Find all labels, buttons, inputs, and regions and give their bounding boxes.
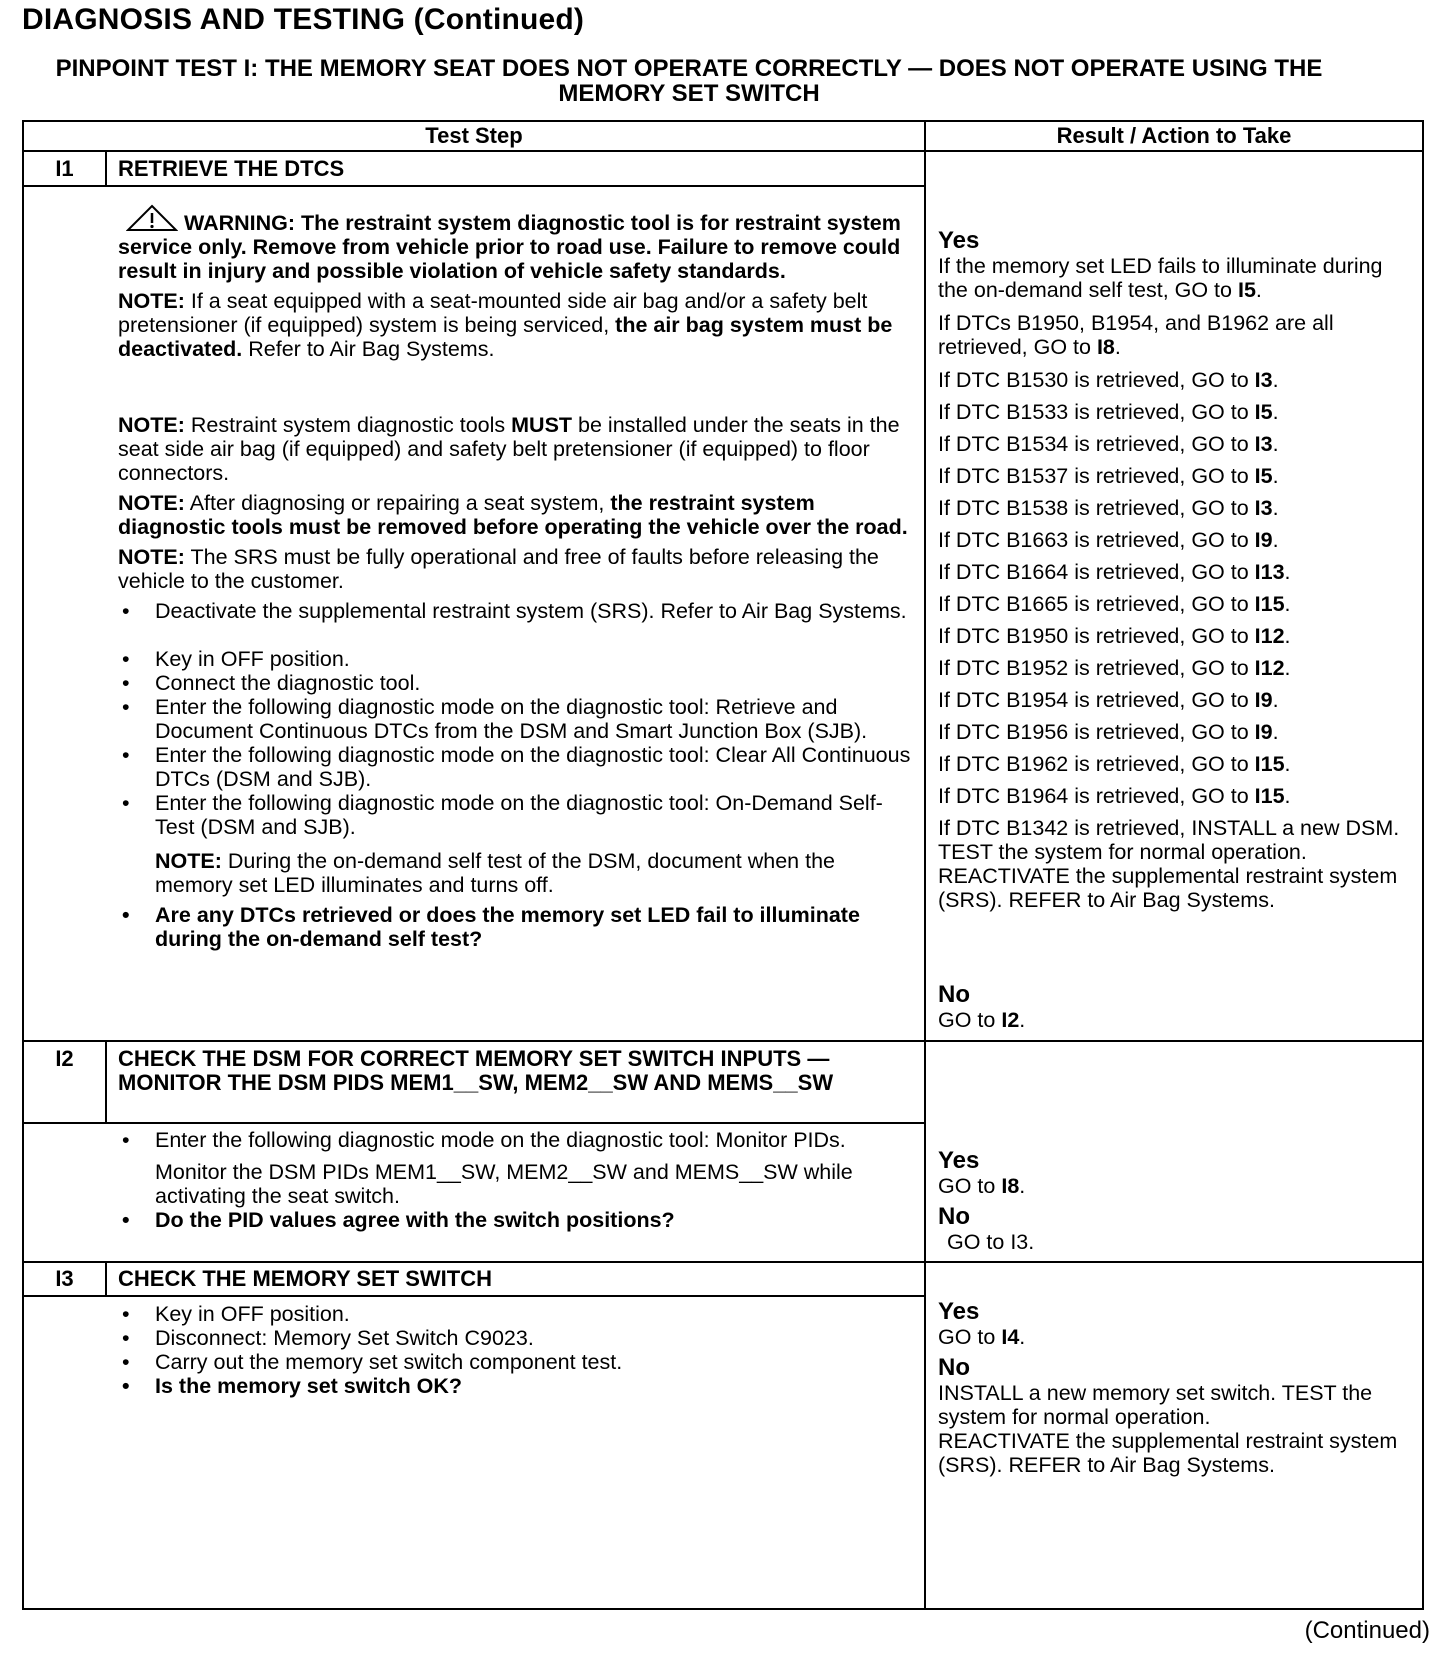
dtc-result-line: If DTC B1956 is retrieved, GO to I9. [938, 720, 1279, 744]
result-text: If DTC B1962 is retrieved, GO to [938, 752, 1249, 776]
note-text: Restraint system diagnostic tools [190, 413, 506, 437]
result-text: If DTC B1534 is retrieved, GO to [938, 432, 1249, 456]
result-text: If DTC B1664 is retrieved, GO to [938, 560, 1249, 584]
note-text: After diagnosing or repairing a seat system, [189, 491, 605, 515]
note-on-demand [118, 849, 918, 897]
dtc-result-line: If DTC B1964 is retrieved, GO to I15. [938, 784, 1291, 808]
result-yes-label: Yes [938, 1298, 980, 1325]
dtc-result-line: If DTC B1665 is retrieved, GO to I15. [938, 592, 1291, 616]
result-no-text: GO to I3. [947, 1230, 1035, 1254]
goto-step: I15 [1254, 784, 1285, 808]
result-no-reactivate: REACTIVATE the supplemental restraint system (SRS). REFER to Air Bag Systems. [938, 1429, 1398, 1477]
goto-step: I12 [1254, 624, 1285, 648]
list-item: • Enter the following diagnostic mode on the diagnostic tool: On-Demand Self-Test (DSM and SJB). [118, 791, 918, 839]
dtc-result-line: If DTC B1664 is retrieved, GO to I13. [938, 560, 1291, 584]
note-text: be installed under the seats in the seat side air bag (if equipped) and safety belt pretensioner (if equipped) to floor connectors. [118, 413, 900, 485]
result-no-text: INSTALL a new memory set switch. TEST the system for normal operation. [938, 1381, 1373, 1429]
header-result-action: Result / Action to Take [1056, 123, 1292, 148]
result-text: GO to [938, 1325, 996, 1349]
i2-question [118, 1208, 918, 1232]
goto-step: I5 [1254, 464, 1273, 488]
warning-paragraph [118, 204, 918, 283]
result-reactivate: REACTIVATE the supplemental restraint system (SRS). REFER to Air Bag Systems. [938, 864, 1398, 912]
step-number-divider-i2 [105, 1042, 107, 1122]
dtc-result-line: If DTC B1530 is retrieved, GO to I3. [938, 368, 1279, 392]
result-text: If DTC B1964 is retrieved, GO to [938, 784, 1249, 808]
step-title-i1: RETRIEVE THE DTCS [118, 156, 345, 181]
dtc-result-line: If DTC B1537 is retrieved, GO to I5. [938, 464, 1279, 488]
header-test-step: Test Step [425, 123, 523, 148]
result-b1342: If DTC B1342 is retrieved, INSTALL a new DSM. TEST the system for normal operation. [938, 816, 1400, 864]
warning-text: WARNING: The restraint system diagnostic tool is for restraint system service only. Remove from vehicle prior to road use. Failure to remove could result in injury and possible violation of vehicle safety standards. [118, 211, 901, 283]
result-text: If DTCs B1950, B1954, and B1962 are all retrieved, GO to [938, 311, 1334, 359]
goto-step: I9 [1254, 688, 1273, 712]
result-text: If DTC B1537 is retrieved, GO to [938, 464, 1249, 488]
list-item: • Key in OFF position. [118, 647, 918, 671]
i1-question [118, 903, 918, 951]
note-label: NOTE: [118, 545, 185, 569]
result-text: If the memory set LED fails to illuminate during the on-demand self test, GO to [938, 254, 1383, 302]
goto-step: I3 [1254, 432, 1273, 456]
result-led-fail: If the memory set LED fails to illuminate during the on-demand self test, GO to I5. [938, 254, 1383, 302]
dtc-result-line: If DTC B1952 is retrieved, GO to I12. [938, 656, 1291, 680]
note-seat-airbag [118, 289, 918, 361]
dtc-result-line: If DTC B1534 is retrieved, GO to I3. [938, 432, 1279, 456]
dtc-result-line: If DTC B1663 is retrieved, GO to I9. [938, 528, 1279, 552]
note-emphasis: the restraint system diagnostic tools must be removed before operating the vehicle over the road. [118, 491, 908, 539]
goto-step: I9 [1254, 528, 1273, 552]
goto-step: I13 [1254, 560, 1285, 584]
note-label: NOTE: [155, 849, 222, 873]
continued-label: (Continued) [1304, 1617, 1430, 1644]
step-question-i1: • Are any DTCs retrieved or does the memory set LED fail to illuminate during the on-demand self test? [118, 903, 918, 951]
step-number-i1: I1 [55, 156, 74, 181]
result-yes-text: GO to I4. [938, 1325, 1026, 1349]
goto-step: I15 [1254, 592, 1285, 616]
result-text: If DTC B1665 is retrieved, GO to [938, 592, 1249, 616]
dtc-result-line: If DTC B1950 is retrieved, GO to I12. [938, 624, 1291, 648]
step-number-divider-i3 [105, 1263, 107, 1296]
i2-title-rule [24, 1122, 924, 1124]
goto-step: I3 [1254, 368, 1273, 392]
i3-bullets [118, 1302, 918, 1398]
i2-monitor-paragraph: Monitor the DSM PIDs MEM1__SW, MEM2__SW and MEMS__SW while activating the seat switch. [155, 1160, 853, 1208]
note-label: NOTE: [118, 491, 185, 515]
dtc-result-line: If DTC B1538 is retrieved, GO to I3. [938, 496, 1279, 520]
note-label: NOTE: [118, 413, 185, 437]
goto-step: I4 [1001, 1325, 1020, 1349]
list-item: • Carry out the memory set switch component test. [118, 1350, 918, 1374]
note-text: During the on-demand self test of the DSM, document when the memory set LED illuminates and turns off. [155, 849, 835, 897]
goto-step: I9 [1254, 720, 1273, 744]
result-text: If DTC B1952 is retrieved, GO to [938, 656, 1249, 680]
goto-step: I8 [1001, 1174, 1020, 1198]
list-item: • Disconnect: Memory Set Switch C9023. [118, 1326, 918, 1350]
step-title-i2: CHECK THE DSM FOR CORRECT MEMORY SET SWITCH INPUTS — MONITOR THE DSM PIDS MEM1__SW, MEM2__SW AND MEMS__SW [118, 1046, 834, 1095]
note-text: Refer to Air Bag Systems. [248, 337, 495, 361]
goto-step: I8 [1096, 335, 1115, 359]
result-text: If DTC B1538 is retrieved, GO to [938, 496, 1249, 520]
step-title-i3: CHECK THE MEMORY SET SWITCH [118, 1266, 493, 1291]
goto-step: I12 [1254, 656, 1285, 680]
note-srs-operational [118, 545, 918, 593]
result-text: If DTC B1663 is retrieved, GO to [938, 528, 1249, 552]
result-yes-label: Yes [938, 1147, 980, 1174]
step-question-i3: • Is the memory set switch OK? [118, 1374, 918, 1398]
result-no-text: GO to I2. [938, 1008, 1026, 1032]
note-emphasis: the air bag system must be deactivated. [118, 313, 893, 361]
result-text: If DTC B1533 is retrieved, GO to [938, 400, 1249, 424]
note-label: NOTE: [118, 289, 185, 313]
result-text: If DTC B1530 is retrieved, GO to [938, 368, 1249, 392]
note-emphasis: MUST [511, 413, 573, 437]
result-i3 [938, 1299, 1418, 1486]
list-item: • Enter the following diagnostic mode on the diagnostic tool: Clear All Continuous DTCs (DSM and SJB). [118, 743, 918, 791]
step-number-i2: I2 [55, 1046, 74, 1071]
goto-step: I5 [1237, 278, 1256, 302]
note-text: The SRS must be fully operational and free of faults before releasing the vehicle to the customer. [118, 545, 879, 593]
result-i1 [938, 228, 1418, 921]
note-restraint-tools-install [118, 413, 918, 485]
step-body-i1 [118, 204, 918, 951]
step-number-divider-i1 [105, 152, 107, 186]
result-no-label: No [938, 1354, 970, 1381]
page-title: DIAGNOSIS AND TESTING (Continued) [22, 3, 585, 36]
step-body-i3 [118, 1302, 918, 1398]
step-number-i3: I3 [55, 1266, 74, 1291]
result-text: If DTC B1950 is retrieved, GO to [938, 624, 1249, 648]
i1-title-rule [24, 185, 924, 187]
result-multi-dtc: If DTCs B1950, B1954, and B1962 are all retrieved, GO to I8. [938, 311, 1334, 359]
i1-bullets-b [118, 647, 918, 839]
step-question-i2: • Do the PID values agree with the switch positions? [118, 1208, 918, 1232]
i1-bullets-a [118, 599, 918, 623]
note-restraint-tools-remove [118, 491, 918, 539]
note-text: If a seat equipped with a seat-mounted side air bag and/or a safety belt pretensioner (if equipped) system is being serviced, [118, 289, 868, 337]
result-yes-label: Yes [938, 227, 980, 254]
list-item: • Enter the following diagnostic mode on the diagnostic tool: Retrieve and Document Continuous DTCs from the DSM and Smart Junction Box (SJB). [118, 695, 918, 743]
result-text: If DTC B1954 is retrieved, GO to [938, 688, 1249, 712]
goto-step: I5 [1254, 400, 1273, 424]
result-no-label: No [938, 981, 970, 1008]
list-item: • Deactivate the supplemental restraint system (SRS). Refer to Air Bag Systems. [118, 599, 918, 623]
list-item: • Connect the diagnostic tool. [118, 671, 918, 695]
i3-title-rule [24, 1295, 924, 1297]
dtc-result-line: If DTC B1962 is retrieved, GO to I15. [938, 752, 1291, 776]
result-text: GO to [938, 1008, 996, 1032]
result-yes-text: GO to I8. [938, 1174, 1026, 1198]
dtc-result-line: If DTC B1954 is retrieved, GO to I9. [938, 688, 1279, 712]
goto-step: I15 [1254, 752, 1285, 776]
result-i2 [938, 1148, 1418, 1263]
column-divider [924, 122, 926, 1608]
pinpoint-test-table [22, 120, 1424, 1610]
warning-triangle-icon [126, 204, 178, 232]
result-text: If DTC B1956 is retrieved, GO to [938, 720, 1249, 744]
pinpoint-test-title: PINPOINT TEST I: THE MEMORY SEAT DOES NOT OPERATE CORRECTLY — DOES NOT OPERATE USING THE MEMORY SET SWITCH [55, 55, 1323, 107]
i2-bullets [118, 1128, 918, 1152]
result-no-label: No [938, 1203, 970, 1230]
step-body-i2 [118, 1128, 918, 1232]
result-i1-no [938, 982, 1418, 1041]
list-item: • Key in OFF position. [118, 1302, 918, 1326]
dtc-result-line: If DTC B1533 is retrieved, GO to I5. [938, 400, 1279, 424]
dtc-result-list [938, 368, 1418, 808]
list-item: • Enter the following diagnostic mode on the diagnostic tool: Monitor PIDs. [118, 1128, 918, 1152]
goto-step: I3 [1254, 496, 1273, 520]
result-text: GO to [938, 1174, 996, 1198]
goto-step: I2 [1001, 1008, 1020, 1032]
